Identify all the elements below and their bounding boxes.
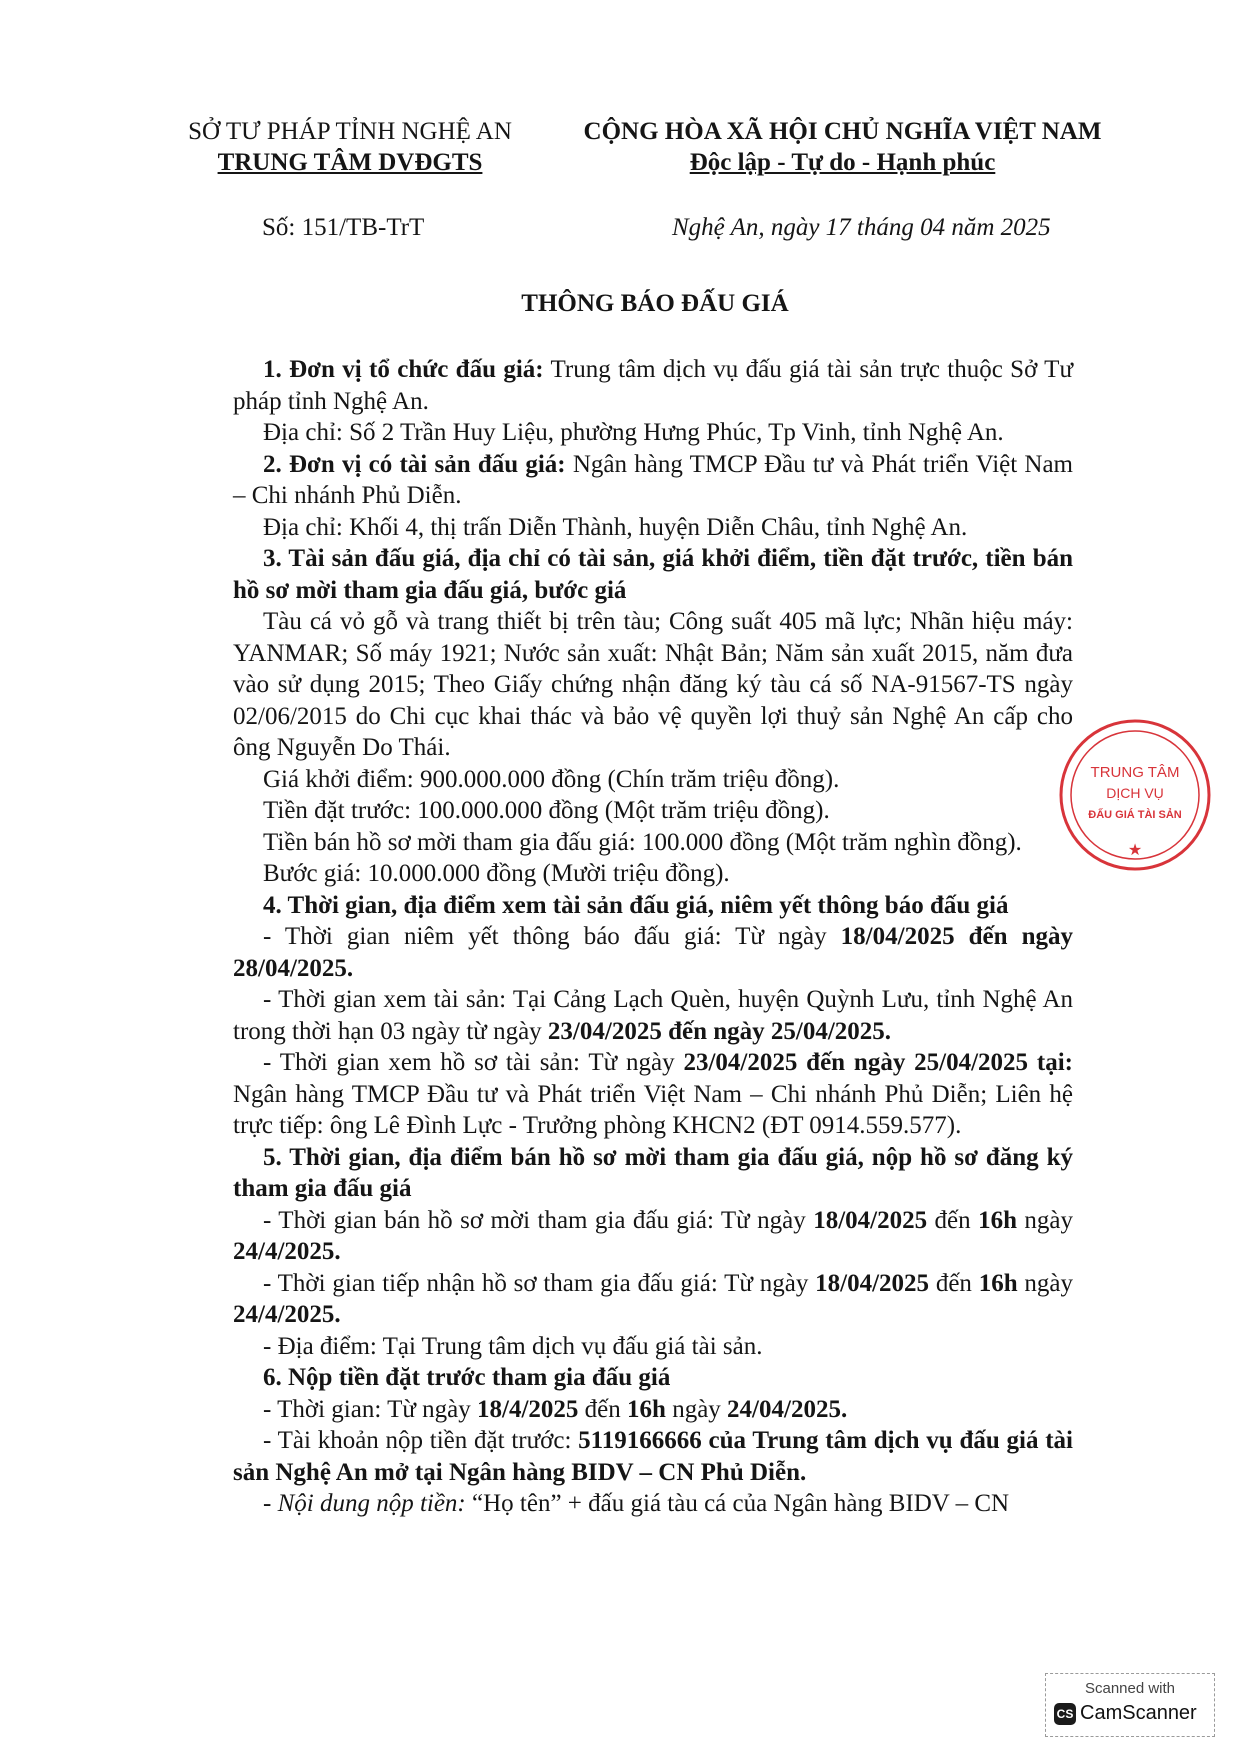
bid-step: Bước giá: 10.000.000 đồng (Mười triệu đồng).	[263, 860, 730, 887]
camscanner-logo-icon: CS	[1054, 1703, 1076, 1725]
national-title: CỘNG HÒA XÃ HỘI CHỦ NGHĨA VIỆT NAM	[583, 118, 1102, 145]
section-1: 1. Đơn vị tổ chức đấu giá: Trung tâm dịch vụ đấu giá tài sản trực thuộc Sở Tư pháp tỉnh Nghệ An.	[233, 356, 1074, 415]
dossier-sale-time: - Thời gian bán hồ sơ mời tham gia đấu giá: Từ ngày 18/04/2025 đến 16h ngày 24/4/2025.	[233, 1206, 1073, 1265]
camscanner-brand: CS CamScanner	[1054, 1702, 1214, 1725]
section-1-address: Địa chỉ: Số 2 Trần Huy Liệu, phường Hưng Phúc, Tp Vinh, tỉnh Nghệ An.	[263, 419, 1004, 446]
stamp-star-icon: ★	[1127, 842, 1143, 859]
dossier-fee: Tiền bán hồ sơ mời tham gia đấu giá: 100.000 đồng (Một trăm nghìn đồng).	[263, 828, 1022, 856]
start-price: Giá khởi điểm: 900.000.000 đồng (Chín trăm triệu đồng).	[263, 765, 840, 793]
document-body	[233, 354, 1073, 1520]
document-date: Nghệ An, ngày 17 tháng 04 năm 2025	[672, 214, 1051, 241]
national-motto: Độc lập - Tự do - Hạnh phúc	[689, 149, 996, 176]
issuer-parent: SỞ TƯ PHÁP TỈNH NGHỆ AN	[188, 118, 512, 145]
payment-content: - Nội dung nộp tiền: “Họ tên” + đấu giá tàu cá của Ngân hàng BIDV – CN	[263, 1490, 1010, 1517]
section-5-heading: 5. Thời gian, địa điểm bán hồ sơ mời tham gia đấu giá, nộp hồ sơ đăng ký tham gia đấu giá	[233, 1143, 1073, 1202]
section-2: 2. Đơn vị có tài sản đấu giá: Ngân hàng TMCP Đầu tư và Phát triển Việt Nam – Chi nhánh Phủ Diễn.	[233, 450, 1073, 509]
stamp-line-1: TRUNG TÂM	[1090, 764, 1180, 781]
section-3-heading: 3. Tài sản đấu giá, địa chỉ có tài sản, giá khởi điểm, tiền đặt trước, tiền bán hồ sơ mời tham gia đấu giá, bước giá	[233, 545, 1073, 604]
national-header	[555, 116, 1130, 178]
dossier-viewing-time: - Thời gian xem hồ sơ tài sản: Từ ngày 23/04/2025 đến ngày 25/04/2025 tại: Ngân hàng TMCP Đầu tư và Phát triển Việt Nam – Chi nhánh Phủ Diễn; Liên hệ trực tiếp: ông Lê Đình Lực - Trưởng phòng KHCN2 (ĐT 0914.559.577).	[233, 1049, 1073, 1139]
section-6-heading: 6. Nộp tiền đặt trước tham gia đấu giá	[263, 1364, 671, 1391]
stamp-line-2: DỊCH VỤ	[1106, 785, 1164, 801]
document-number: Số: 151/TB-TrT	[262, 214, 425, 241]
document-title: THÔNG BÁO ĐẤU GIÁ	[521, 290, 789, 317]
issuer-block	[170, 116, 530, 178]
deposit-account: - Tài khoản nộp tiền đặt trước: 5119166666 của Trung tâm dịch vụ đấu giá tài sản Nghệ An mở tại Ngân hàng BIDV – CN Phủ Diễn.	[233, 1427, 1073, 1486]
stamp-line-3: ĐẤU GIÁ TÀI SẢN	[1088, 809, 1182, 821]
issuer-name: TRUNG TÂM DVĐGTS	[217, 149, 483, 176]
dossier-receipt-time: - Thời gian tiếp nhận hồ sơ tham gia đấu giá: Từ ngày 18/04/2025 đến 16h ngày 24/4/2025.	[233, 1269, 1073, 1328]
posting-time: - Thời gian niêm yết thông báo đấu giá: Từ ngày 18/04/2025 đến ngày 28/04/2025.	[233, 923, 1073, 982]
camscanner-caption: Scanned with	[1084, 1680, 1176, 1697]
deposit-time: - Thời gian: Từ ngày 18/4/2025 đến 16h ngày 24/04/2025.	[263, 1395, 848, 1423]
red-seal-stamp	[1055, 715, 1215, 875]
viewing-time: - Thời gian xem tài sản: Tại Cảng Lạch Quèn, huyện Quỳnh Lưu, tỉnh Nghệ An trong thời hạn 03 ngày từ ngày 23/04/2025 đến ngày 25/04/2025.	[233, 986, 1073, 1045]
deposit: Tiền đặt trước: 100.000.000 đồng (Một trăm triệu đồng).	[263, 797, 830, 824]
section-4-heading: 4. Thời gian, địa điểm xem tài sản đấu giá, niêm yết thông báo đấu giá	[263, 891, 1009, 919]
section-2-address: Địa chỉ: Khối 4, thị trấn Diễn Thành, huyện Diễn Châu, tỉnh Nghệ An.	[263, 513, 968, 541]
camscanner-watermark	[1045, 1673, 1215, 1737]
asset-description: Tàu cá vỏ gỗ và trang thiết bị trên tàu; Công suất 405 mã lực; Nhãn hiệu máy: YANMAR; Số máy 1921; Nước sản xuất: Nhật Bản; Năm sản xuất 2015, năm đưa vào sử dụng 2015; Theo Giấy chứng nhận đăng ký tàu cá số NA-91567-TS ngày 02/06/2015 do Chi cục khai thác và bảo vệ quyền lợi thuỷ sản Nghệ An cấp cho ông Nguyễn Do Thái.	[233, 608, 1073, 761]
dossier-location: - Địa điểm: Tại Trung tâm dịch vụ đấu giá tài sản.	[263, 1332, 763, 1360]
